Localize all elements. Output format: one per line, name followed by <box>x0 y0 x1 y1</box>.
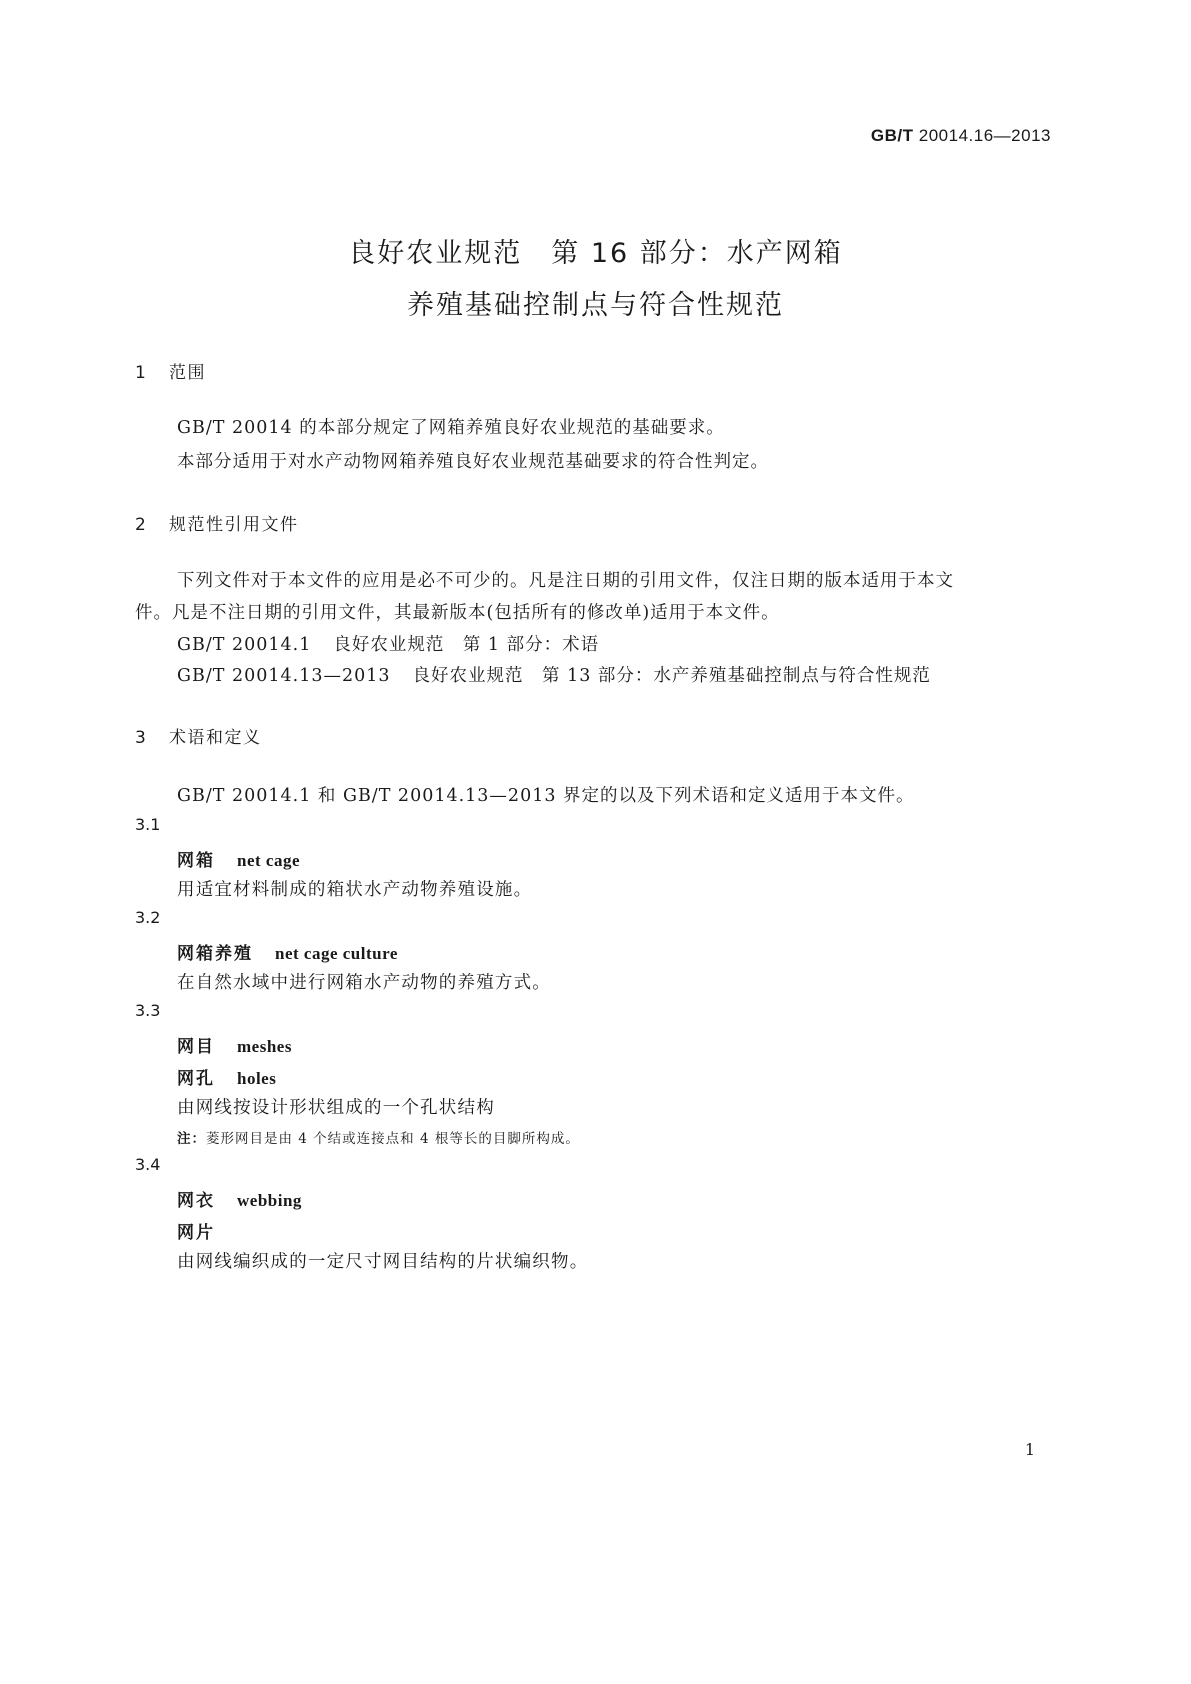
term-3-4-en: webbing <box>237 1191 302 1210</box>
term-3-3-note <box>177 1127 580 1147</box>
term-3-1 <box>177 846 300 871</box>
document-code-prefix: GB/T <box>870 126 914 145</box>
term-3-3-number: 3.3 <box>135 1001 161 1020</box>
note-label: 注： <box>177 1131 206 1147</box>
term-3-3 <box>177 1032 292 1057</box>
section-3-number: 3 <box>135 728 146 748</box>
term-3-1-zh: 网箱 <box>177 851 215 871</box>
term-3-3-definition: 由网线按设计形状组成的一个孔状结构 <box>177 1098 495 1118</box>
section-2-number: 2 <box>135 515 146 535</box>
term-3-1-en: net cage <box>237 851 301 870</box>
term-3-4-zh: 网衣 <box>177 1191 215 1211</box>
term-3-3-synonym <box>177 1064 276 1089</box>
reference-2-code: GB/T 20014.13—2013 <box>177 666 391 686</box>
term-3-1-definition: 用适宜材料制成的箱状水产动物养殖设施。 <box>177 880 533 900</box>
term-3-4 <box>177 1186 302 1211</box>
term-3-2-zh: 网箱养殖 <box>177 944 253 964</box>
term-3-3-en-synonym: holes <box>237 1069 277 1088</box>
term-3-2-number: 3.2 <box>135 908 161 927</box>
section-1-number: 1 <box>135 363 146 383</box>
term-3-4-synonym <box>177 1218 215 1243</box>
title-line-1: 良好农业规范 第 16 部分：水产网箱 <box>348 238 843 269</box>
section-2-paragraph-line-1: 下列文件对于本文件的应用是必不可少的。凡是注日期的引用文件，仅注日期的版本适用于本文 <box>177 571 954 591</box>
document-code-number: 20014.16—2013 <box>918 126 1051 145</box>
reference-2-title: 良好农业规范 第 13 部分：水产养殖基础控制点与符合性规范 <box>412 666 931 686</box>
term-3-4-definition: 由网线编织成的一定尺寸网目结构的片状编织物。 <box>177 1252 589 1272</box>
section-1-label: 范围 <box>169 363 206 383</box>
term-3-2-en: net cage culture <box>275 944 398 963</box>
section-1-paragraph-1: GB/T 20014 的本部分规定了网箱养殖良好农业规范的基础要求。 <box>177 418 725 438</box>
term-3-3-zh: 网目 <box>177 1037 215 1057</box>
term-3-4-zh-synonym: 网片 <box>177 1223 215 1243</box>
reference-1-code: GB/T 20014.1 <box>177 635 312 655</box>
note-text: 菱形网目是由 4 个结或连接点和 4 根等长的目脚所构成。 <box>206 1131 580 1147</box>
section-3-intro: GB/T 20014.1 和 GB/T 20014.13—2013 界定的以及下列术语和定义适用于本文件。 <box>177 786 915 806</box>
term-3-2-definition: 在自然水域中进行网箱水产动物的养殖方式。 <box>177 973 551 993</box>
term-3-1-number: 3.1 <box>135 815 161 834</box>
term-3-3-en: meshes <box>237 1037 292 1056</box>
term-3-2 <box>177 939 398 964</box>
section-3-heading <box>135 723 262 748</box>
section-1-heading <box>135 358 206 383</box>
section-2-label: 规范性引用文件 <box>169 515 299 535</box>
section-2-paragraph-line-2: 件。凡是不注日期的引用文件，其最新版本(包括所有的修改单)适用于本文件。 <box>135 603 780 623</box>
reference-1-title: 良好农业规范 第 1 部分：术语 <box>333 635 600 655</box>
document-title <box>0 228 1191 332</box>
section-1-paragraph-2: 本部分适用于对水产动物网箱养殖良好农业规范基础要求的符合性判定。 <box>177 452 769 472</box>
section-3-label: 术语和定义 <box>169 728 262 748</box>
document-code <box>871 126 1051 146</box>
term-3-4-number: 3.4 <box>135 1155 161 1174</box>
page-number: 1 <box>1024 1440 1035 1459</box>
term-3-3-zh-synonym: 网孔 <box>177 1069 215 1089</box>
normative-reference-2 <box>177 662 931 687</box>
section-2-heading <box>135 510 299 535</box>
normative-reference-1 <box>177 631 599 656</box>
title-line-2: 养殖基础控制点与符合性规范 <box>407 290 784 321</box>
